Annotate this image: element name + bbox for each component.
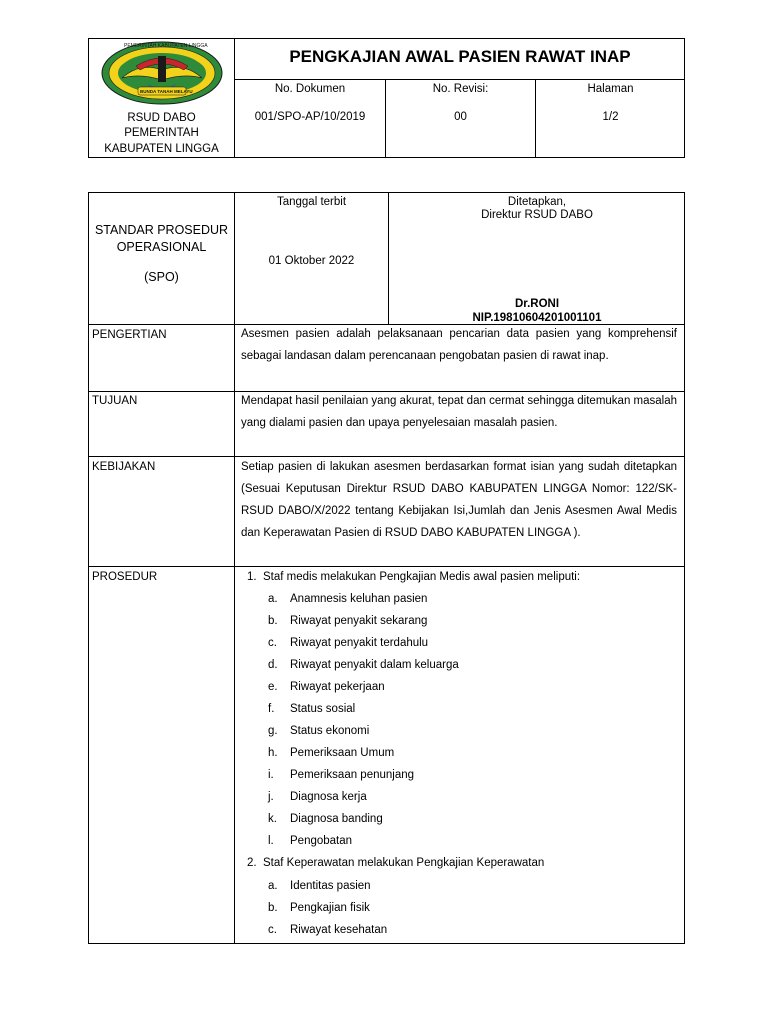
list-item: Riwayat kesehatan — [290, 924, 388, 936]
kebijakan-text: Setiap pasien di lakukan asesmen berdasarkan format isian yang sudah ditetapkan (Sesuai Keputusan Direktur RSUD DABO KABUPATEN LINGGA Nomor: 122/SK-RSUD DABO/X/2022 tentang Kebijakan Isi,Jumlah dan Jenis Asesmen Awal Medis dan Keperawatan Pasien di RSUD DABO KABUPATEN LINGGA ). — [241, 461, 677, 539]
list-item: Pengkajian fisik — [290, 902, 370, 914]
pengertian-label: PENGERTIAN — [92, 329, 167, 341]
list-item: Diagnosa kerja — [290, 791, 367, 803]
tujuan-label: TUJUAN — [92, 395, 138, 407]
list-item-letter: a. — [268, 593, 278, 605]
spo-title-line-3: (SPO) — [144, 270, 179, 284]
approved-role: Direktur RSUD DABO — [481, 209, 593, 221]
issue-date-label: Tanggal terbit — [276, 196, 347, 208]
step-2-text: Staf Keperawatan melakukan Pengkajian Keperawatan — [263, 857, 545, 869]
list-item-letter: c. — [268, 637, 277, 649]
hospital-name: RSUD DABO — [127, 112, 196, 124]
list-item-letter: b. — [268, 615, 278, 627]
hospital-line-3: KABUPATEN LINGGA — [104, 143, 219, 155]
list-item-letter: e. — [268, 681, 278, 693]
main-col-divider — [234, 192, 235, 944]
doc-no-value: 001/SPO-AP/10/2019 — [254, 111, 366, 123]
prosedur-label: PROSEDUR — [92, 571, 158, 583]
list-item: Pemeriksaan penunjang — [290, 769, 415, 781]
list-item: Status ekonomi — [290, 725, 370, 737]
page-value: 1/2 — [602, 111, 619, 123]
hospital-line-2: PEMERINTAH — [124, 127, 199, 139]
list-item-letter: f. — [268, 703, 275, 715]
approved-label: Ditetapkan, — [507, 196, 567, 208]
list-item-letter: b. — [268, 902, 278, 914]
header-title-divider — [234, 79, 685, 80]
step-2-number: 2. — [247, 857, 257, 869]
list-item-letter: k. — [268, 813, 277, 825]
list-item: Diagnosa banding — [290, 813, 383, 825]
spo-title-line-1: STANDAR PROSEDUR — [94, 223, 229, 237]
list-item: Riwayat pekerjaan — [290, 681, 385, 693]
list-item-letter: j. — [268, 791, 274, 803]
list-item: Riwayat penyakit dalam keluarga — [290, 659, 459, 671]
list-item-letter: g. — [268, 725, 278, 737]
logo-ring-top-text: PEMERINTAH KABUPATEN LINGGA — [124, 43, 208, 49]
step-1-number: 1. — [247, 571, 257, 583]
list-item: Status sosial — [290, 703, 356, 715]
signer-name: Dr.RONI — [514, 298, 560, 310]
revision-label: No. Revisi: — [432, 83, 489, 95]
list-item-letter: d. — [268, 659, 278, 671]
list-item-letter: i. — [268, 769, 274, 781]
list-item-letter: a. — [268, 880, 278, 892]
page-label: Halaman — [587, 83, 634, 95]
list-item-letter: l. — [268, 835, 274, 847]
doc-no-label: No. Dokumen — [274, 83, 346, 95]
spo-title-line-2: OPERASIONAL — [116, 240, 207, 254]
row-divider-kebijakan — [88, 566, 685, 567]
page-title: PENGKAJIAN AWAL PASIEN RAWAT INAP — [289, 47, 631, 66]
list-item: Riwayat penyakit sekarang — [290, 615, 428, 627]
logo-ring-bottom-text: BUNDA TANAH MELAYU — [140, 89, 193, 94]
list-item-letter: h. — [268, 747, 278, 759]
hospital-logo — [100, 40, 225, 106]
pengertian-text: Asesmen pasien adalah pelaksanaan pencarian data pasien yang komprehensif sebagai landasan dalam perencanaan pengobatan pasien di rawat inap. — [241, 328, 677, 362]
step-1-text: Staf medis melakukan Pengkajian Medis awal pasien meliputi: — [263, 571, 581, 583]
kebijakan-label: KEBIJAKAN — [92, 461, 156, 473]
revision-value: 00 — [454, 111, 467, 123]
list-item: Anamnesis keluhan pasien — [290, 593, 428, 605]
tujuan-text: Mendapat hasil penilaian yang akurat, tepat dan cermat sehingga ditemukan masalah yang dialami pasien dan upaya penyelesaian masalah pasien. — [241, 395, 678, 429]
list-item: Identitas pasien — [290, 880, 371, 892]
list-item: Riwayat penyakit terdahulu — [290, 637, 429, 649]
signer-nip: NIP.19810604201001101 — [472, 312, 602, 324]
list-item-letter: c. — [268, 924, 277, 936]
list-item: Pengobatan — [290, 835, 353, 847]
issue-date-value: 01 Oktober 2022 — [268, 255, 355, 267]
list-item: Pemeriksaan Umum — [290, 747, 395, 759]
